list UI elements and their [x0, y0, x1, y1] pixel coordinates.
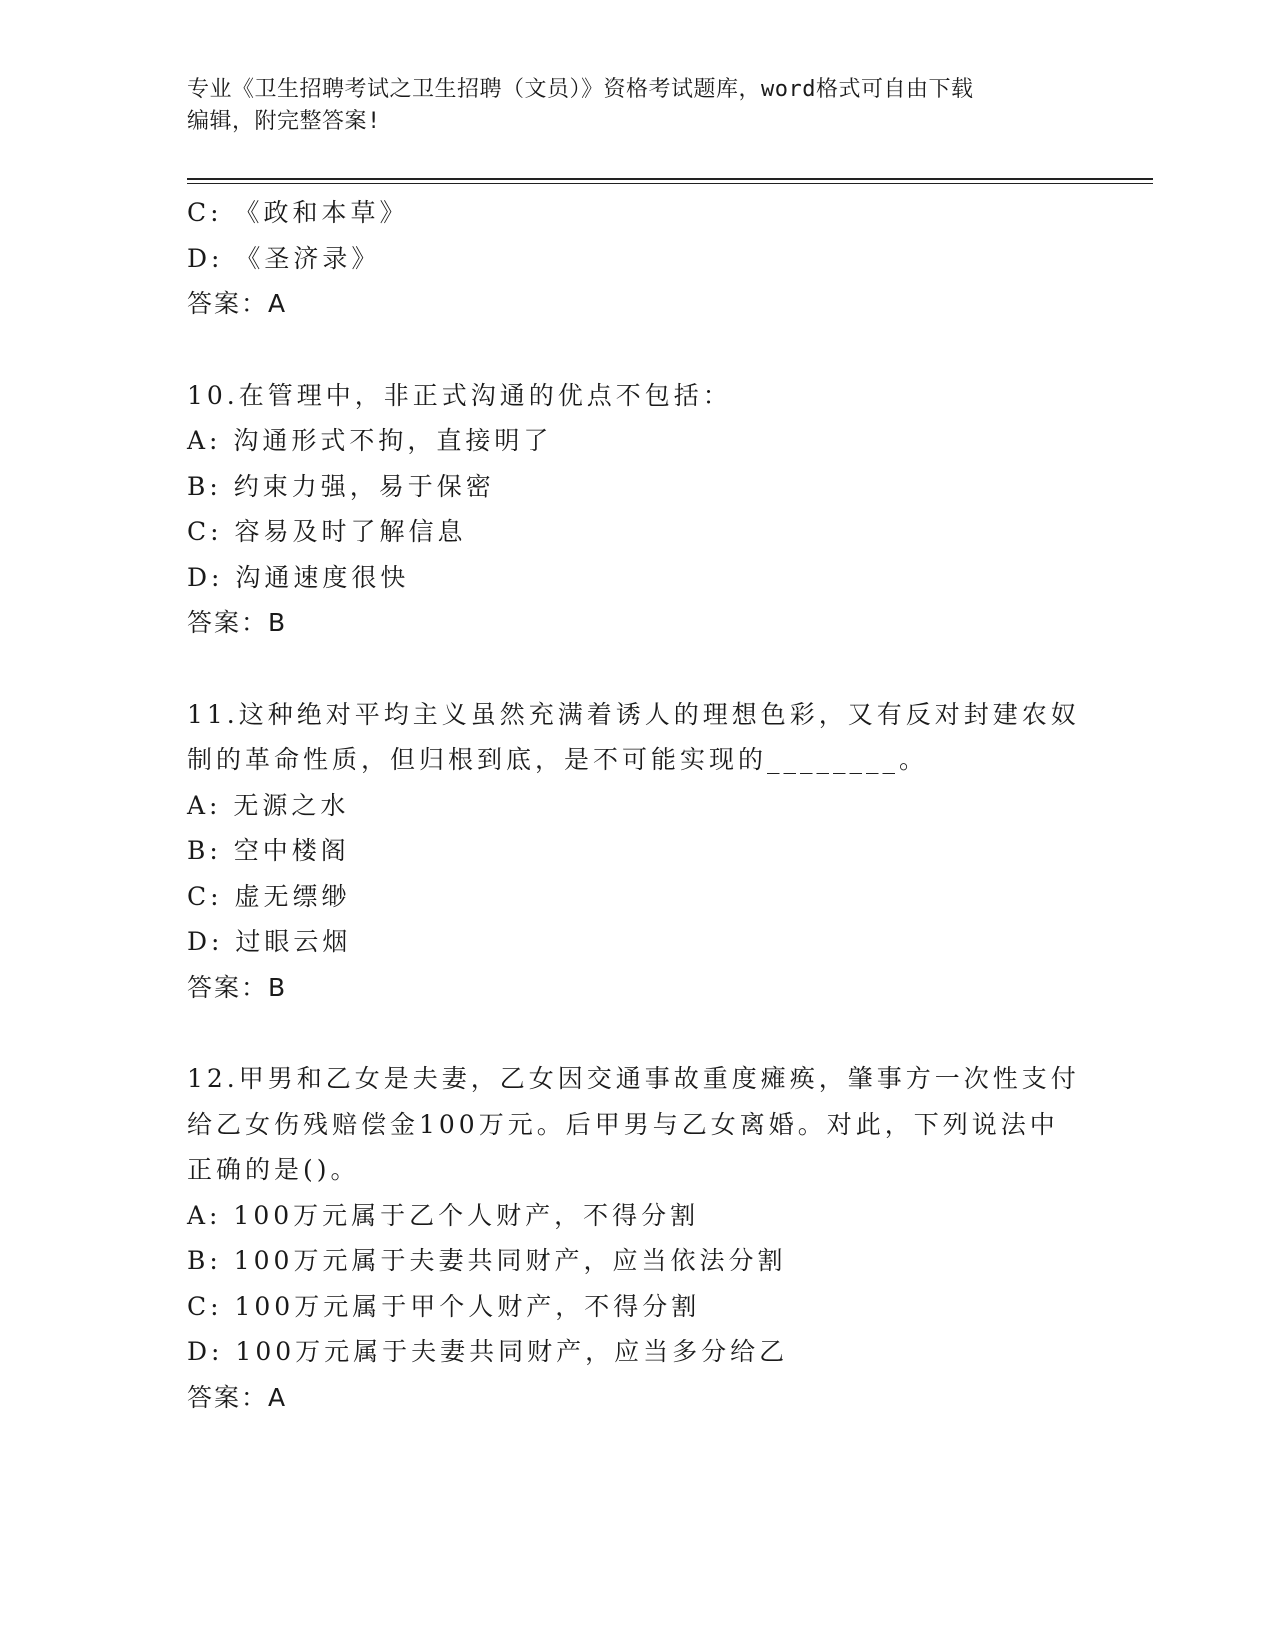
option-a: A: 无源之水 — [187, 790, 350, 820]
option-d: D: 100万元属于夫妻共同财产，应当多分给乙 — [187, 1337, 789, 1366]
option-b: B: 100万元属于夫妻共同财产，应当依法分割 — [187, 1246, 787, 1275]
question-stem-line-1: 11.这种绝对平均主义虽然充满着诱人的理想色彩，又有反对封建农奴 — [187, 699, 1080, 729]
option-a: A: 沟通形式不拘，直接明了 — [187, 426, 553, 455]
question-12 — [187, 1056, 1087, 1420]
option-b: B: 空中楼阁 — [187, 836, 350, 865]
question-9-continued — [187, 190, 1087, 327]
question-stem-line-2: 给乙女伤残赔偿金100万元。后甲男与乙女离婚。对此，下列说法中 — [187, 1109, 1059, 1139]
spacer — [187, 646, 1087, 692]
option-d: D: 《圣济录》 — [187, 243, 381, 273]
option-b: B: 约束力强，易于保密 — [187, 471, 495, 501]
header-rule-thick — [187, 178, 1153, 180]
question-stem-line-3: 正确的是()。 — [187, 1155, 360, 1184]
answer-label: 答案：A — [187, 289, 288, 318]
spacer — [187, 327, 1087, 373]
header-line-1: 专业《卫生招聘考试之卫生招聘（文员）》资格考试题库，word格式可自由下载 — [187, 77, 974, 102]
answer-label: 答案：B — [187, 608, 288, 637]
question-stem-line-1: 12.甲男和乙女是夫妻，乙女因交通事故重度瘫痪，肇事方一次性支付 — [187, 1064, 1080, 1093]
option-d: D: 过眼云烟 — [187, 927, 352, 956]
document-header — [187, 74, 1087, 138]
option-d: D: 沟通速度很快 — [187, 562, 410, 592]
question-10 — [187, 373, 1087, 646]
option-c: C: 容易及时了解信息 — [187, 517, 467, 546]
question-11 — [187, 692, 1087, 1011]
question-stem-line-2: 制的革命性质，但归根到底，是不可能实现的________。 — [187, 745, 929, 774]
header-rule-thin — [187, 183, 1153, 184]
header-line-2: 编辑，附完整答案! — [187, 109, 381, 134]
option-c: C: 100万元属于甲个人财产，不得分割 — [187, 1291, 701, 1321]
spacer — [187, 1010, 1087, 1056]
option-a: A: 100万元属于乙个人财产，不得分割 — [187, 1200, 700, 1230]
option-c: C: 虚无缥缈 — [187, 881, 351, 911]
answer-label: 答案：A — [187, 1382, 288, 1412]
option-c: C: 《政和本草》 — [187, 198, 409, 227]
question-stem: 10.在管理中，非正式沟通的优点不包括： — [187, 380, 732, 410]
answer-label: 答案：B — [187, 972, 288, 1002]
question-list — [187, 190, 1087, 1420]
